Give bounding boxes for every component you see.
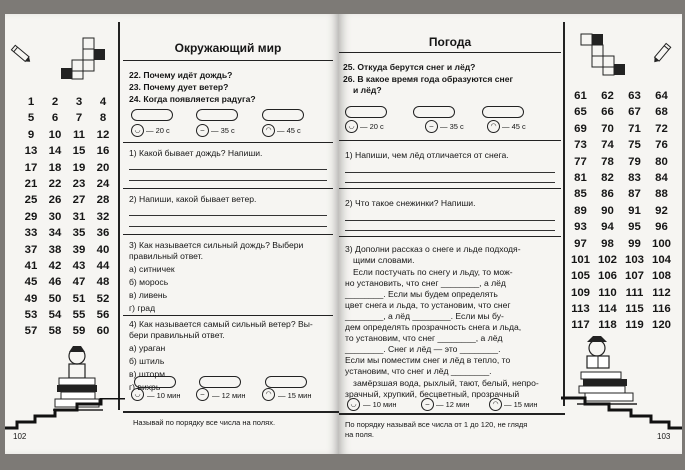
neutral-face-icon: – [425, 120, 438, 133]
timer-label: — 10 мин [363, 400, 397, 409]
margin-divider [563, 22, 565, 406]
answer-line[interactable] [345, 220, 555, 221]
right-page [339, 14, 682, 454]
story-line: ________. Снег и лёд — это ________. [345, 344, 501, 354]
question-26: 26. В какое время года образуются снег [343, 74, 514, 84]
margin-numbers: 1 2 3 4 5 6 7 8 9 10 11 12 13 14 15 16 17 18 19 20 21 22 23 24 25 26 27 28 29 30 31 32 33 34 35 36 37 38 39 40 41 42 43 44 45 46 47 48 49 50 51 52 53 54 55 56 57 58 59 60 [24, 96, 110, 338]
story-line: цвет снега и льда, то установим, что снег [345, 300, 511, 310]
neutral-face-icon: – [196, 124, 209, 137]
footer-rule [339, 413, 565, 415]
story-line: установим, что снег и лёд ________. [345, 366, 492, 376]
cubes-icon [61, 36, 109, 80]
option[interactable]: а) ситничек [129, 264, 175, 274]
timer-box[interactable] [262, 109, 304, 121]
sad-face-icon: ◠ [262, 388, 275, 401]
margin-numbers: 61 62 63 64 65 66 67 68 69 70 71 72 73 74 75 76 77 78 79 80 81 82 83 84 85 86 87 88 89 90 91 92 93 94 95 96 97 98 99 100 101 102 103 104 105 106 107 108 109 110 111 112 113 114 115 116 117 118 119 120 [570, 90, 671, 332]
timer-box[interactable] [199, 376, 241, 388]
story-line: ________, а лёд ________. Если мы бу- [345, 311, 504, 321]
timer-box[interactable] [482, 106, 524, 118]
word-bank: замёрзшая вода, рыхлый, тают, белый, непро- [353, 378, 539, 388]
smile-face-icon: ◡ [345, 120, 358, 133]
section-rule [123, 142, 333, 143]
task-1: 1) Какой бывает дождь? Напиши. [129, 148, 263, 158]
footer-rule [123, 411, 339, 413]
timer-label: — 15 мин [504, 400, 538, 409]
timer-label: — 15 мин [278, 391, 312, 400]
left-page [5, 14, 339, 454]
page-footer: Называй по порядку все числа на полях. [133, 418, 276, 427]
sad-face-icon: ◠ [262, 124, 275, 137]
timer-box[interactable] [265, 376, 307, 388]
story-line: но установить, что снег ________, а лёд [345, 278, 506, 288]
page-title: Окружающий мир [174, 41, 282, 55]
task-3: 3) Дополни рассказ о снеге и льде подходя- [345, 244, 521, 254]
timer-label: — 35 с [440, 122, 464, 131]
timer-label: — 20 с [146, 126, 170, 135]
task-3-cont: правильный ответ. [129, 251, 204, 261]
pencil-icon [9, 42, 33, 66]
story-line: дем определять прозрачность снега и льда, [345, 322, 522, 332]
task-1: 1) Напиши, чем лёд отличается от снега. [345, 150, 509, 160]
answer-line[interactable] [129, 169, 327, 170]
timer-box[interactable] [134, 376, 176, 388]
section-rule [339, 188, 561, 189]
page-title: Погода [428, 35, 472, 49]
margin-divider [118, 22, 120, 410]
word-bank-cont: зрачный, хрупкий, бесцветный, прозрачный [345, 389, 520, 399]
sad-face-icon: ◠ [489, 398, 502, 411]
timer-label: — 12 мин [436, 400, 470, 409]
staircase-decoration [561, 396, 682, 430]
sad-face-icon: ◠ [487, 120, 500, 133]
task-3-cont: щими словами. [353, 255, 415, 265]
timer-label: — 45 с [502, 122, 526, 131]
answer-line[interactable] [345, 230, 555, 231]
timer-label: — 10 мин [147, 391, 181, 400]
answer-line[interactable] [345, 172, 555, 173]
story-line: ________. Если мы будем определять [345, 289, 498, 299]
timer-label: — 12 мин [212, 391, 246, 400]
option[interactable]: б) морось [129, 277, 169, 287]
option[interactable]: в) шторм [129, 369, 166, 379]
timer-box[interactable] [345, 106, 387, 118]
pencil-icon [649, 40, 675, 66]
task-3: 3) Как называется сильный дождь? Выбери [129, 240, 304, 250]
section-rule [123, 234, 333, 235]
task-2: 2) Напиши, какой бывает ветер. [129, 194, 257, 204]
option[interactable]: б) штиль [129, 356, 165, 366]
answer-line[interactable] [345, 182, 555, 183]
page-number: 103 [657, 432, 671, 441]
timer-box[interactable] [196, 109, 238, 121]
answer-line[interactable] [129, 226, 327, 227]
section-rule [339, 236, 561, 237]
title-rule [123, 60, 333, 61]
timer-label: — 45 с [277, 126, 301, 135]
page-number: 102 [13, 432, 27, 441]
title-rule [339, 52, 561, 53]
story-line: Если постучать по снегу и льду, то мож- [353, 267, 513, 277]
smile-face-icon: ◡ [131, 388, 144, 401]
staircase-decoration [5, 398, 125, 430]
option[interactable]: в) ливень [129, 290, 168, 300]
answer-line[interactable] [129, 180, 327, 181]
answer-line[interactable] [129, 215, 327, 216]
timer-label: — 20 с [360, 122, 384, 131]
page-footer: По порядку называй все числа от 1 до 120, не глядя [345, 420, 528, 429]
section-rule [339, 140, 561, 141]
timer-box[interactable] [413, 106, 455, 118]
question-26-cont: и лёд? [353, 85, 382, 95]
option[interactable]: а) ураган [129, 343, 166, 353]
neutral-face-icon: – [421, 398, 434, 411]
timer-label: — 35 с [211, 126, 235, 135]
neutral-face-icon: – [196, 388, 209, 401]
option[interactable]: г) вихрь [129, 382, 161, 392]
story-line: Если мы поместим снег и лёд в тепло, то [345, 355, 511, 365]
page-footer-cont: на поля. [345, 430, 374, 439]
section-rule [123, 188, 333, 189]
question-24: 24. Когда появляется радуга? [129, 94, 256, 104]
question-25: 25. Откуда берутся снег и лёд? [343, 62, 476, 72]
question-22: 22. Почему идёт дождь? [129, 70, 233, 80]
cubes-icon [579, 32, 627, 78]
timer-box[interactable] [131, 109, 173, 121]
smile-face-icon: ◡ [347, 398, 360, 411]
task-4-cont: бери правильный ответ. [129, 330, 225, 340]
task-2: 2) Что такое снежинки? Напиши. [345, 198, 476, 208]
task-4: 4) Как называется самый сильный ветер? Вы- [129, 319, 313, 329]
question-23: 23. Почему дует ветер? [129, 82, 229, 92]
smile-face-icon: ◡ [131, 124, 144, 137]
section-rule [123, 315, 333, 316]
story-line: то установим, что снег ________, а лёд [345, 333, 503, 343]
option[interactable]: г) град [129, 303, 156, 313]
